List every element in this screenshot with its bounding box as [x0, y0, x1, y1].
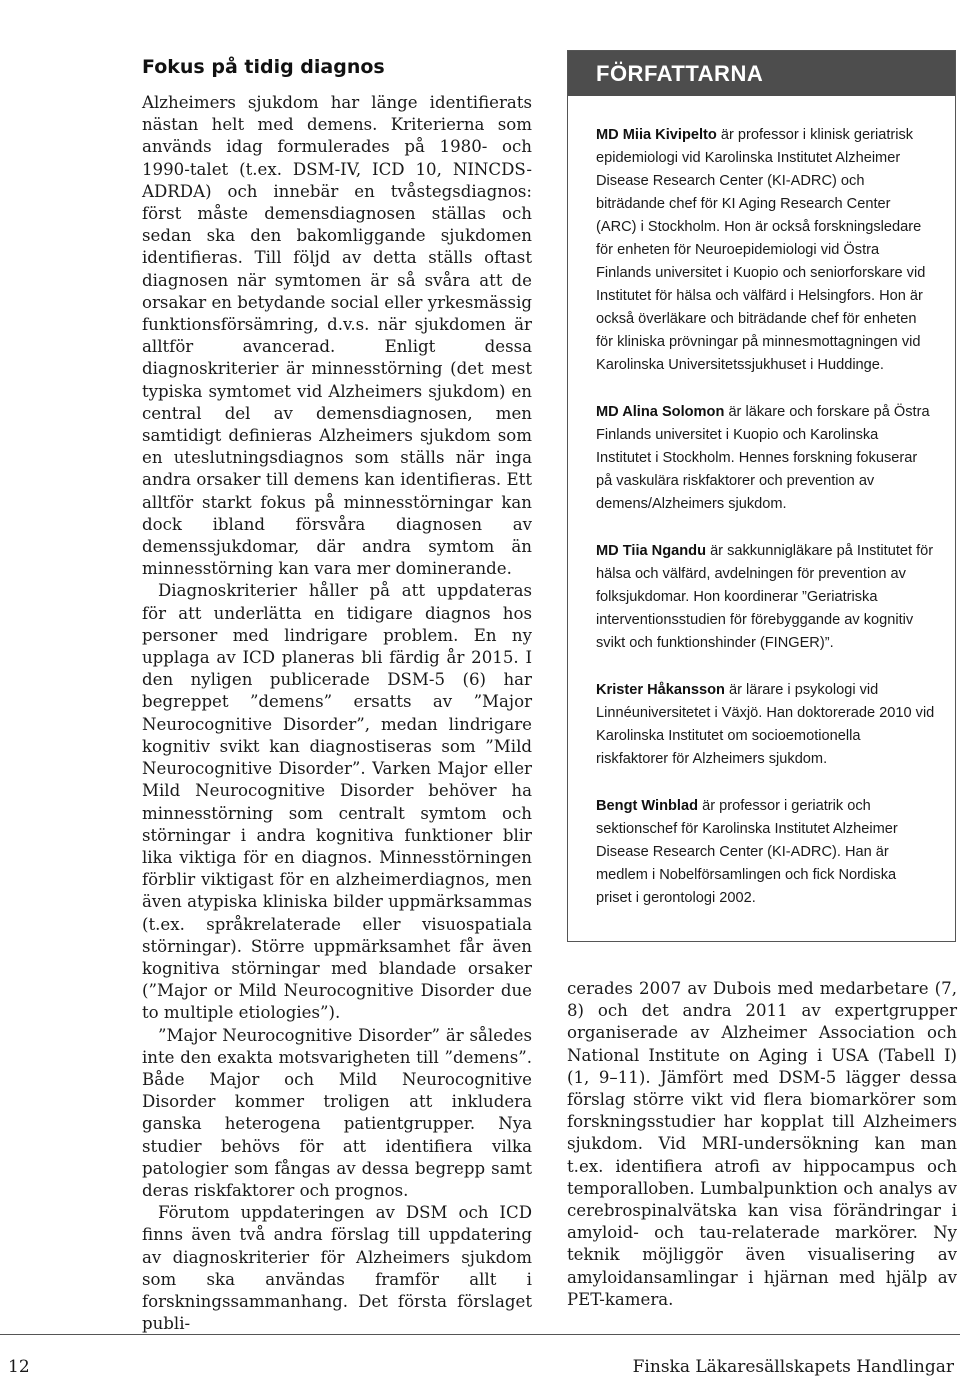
author-name: MD Alina Solomon: [596, 404, 725, 420]
author-name: MD Tiia Ngandu: [596, 543, 706, 559]
author-name: MD Miia Kivipelto: [596, 127, 717, 143]
article-heading: Fokus på tidig diagnos: [142, 56, 385, 78]
author-description: är professor i geriatrik och sektionschef för Karolinska Institutet Alzheimer Disease Research Center (KI-ADRC). Han är medlem i Nobelförsamlingen och fick Nordiska priset i gerontologi 2002.: [596, 798, 898, 906]
author-bios: [568, 96, 955, 910]
author-bio: [596, 795, 935, 910]
author-bio: [596, 124, 935, 377]
journal-name: Finska Läkaresällskapets Handlingar: [632, 1357, 954, 1377]
article-body-column: [142, 92, 532, 1335]
author-bio: [596, 401, 935, 516]
author-description: är lärare i psykologi vid Linnéuniversitetet i Växjö. Han doktorerade 2010 vid Karolinska Institutet om socioemotionella riskfaktorer för Alzheimers sjukdom.: [596, 682, 935, 767]
authors-box: [567, 50, 956, 942]
author-name: Bengt Winblad: [596, 798, 699, 814]
author-description: är sakkunnigläkare på Institutet för hälsa och välfärd, avdelningen för prevention av folksjukdomar. Hon koordinerar ”Geriatriska interventionsstudien för förebyggande av kognitiv svikt och funktionshinder (FINGER)”.: [596, 543, 934, 651]
author-name: Krister Håkansson: [596, 682, 725, 698]
authors-box-title: FÖRFATTARNA: [568, 51, 955, 96]
author-description: är professor i klinisk geriatrisk epidemiologi vid Karolinska Institutet Alzheimer Disease Research Center (KI-ADRC) och biträdande chef för KI Aging Research Center (ARC) i Stockholm. Hon är också forskningsledare för enheten för Neuroepidemiologi vid Östra Finlands universitet i Kuopio och seniorforskare vid Institutet för hälsa och välfärd i Helsingfors. Hon är också överläkare och biträdande chef för enheten för kliniska prövningar på minnesmottagningen vid Karolinska Universitetssjukhuset i Huddinge.: [596, 127, 926, 373]
author-bio: [596, 679, 935, 771]
body-paragraph: Diagnoskriterier håller på att uppdateras för att underlätta en tidigare diagnos hos personer med lindrigare problem. En ny upplaga av ICD planeras bli färdig år 2015. I den nyligen publicerade DSM-5 (6) har begreppet ”demens” ersatts av ”Major Neurocognitive Disorder”, medan lindrigare kognitiv svikt kan diagnostiseras som ”Mild Neurocognitive Disorder”. Varken Major eller Mild Neurocognitive Disorder behöver ha minnesstörning som centralt symtom och störningar i andra kognitiva funktioner blir lika viktiga för en diagnos. Minnesstörningen förblir viktigast för en alzheimerdiagnos, men även atypiska kliniska bilder uppmärksammas (t.ex. språkrelaterade eller visuospatiala störningar). Större uppmärksamhet får även kognitiva störningar med blandade orsaker (”Major or Mild Neurocognitive Disorder due to multiple etiologies”).: [142, 581, 532, 1023]
author-description: är läkare och forskare på Östra Finlands universitet i Kuopio och Karolinska Institutet i Stockholm. Hennes forskning fokuserar på vaskulära riskfaktorer och prevention av demens/Alzheimers sjukdom.: [596, 404, 930, 512]
page-number: 12: [8, 1357, 30, 1377]
body-paragraph: Förutom uppdateringen av DSM och ICD finns även två andra förslag till uppdatering av diagnoskriterier för Alzheimers sjukdom som ska användas framför allt i forskningssammanhang. Det första förslaget publi-: [142, 1203, 532, 1334]
body-paragraph: Alzheimers sjukdom har länge identifierats nästan helt med demens. Kriterierna som används idag formulerades på 1980- och 1990-talet (t.ex. DSM-IV, ICD 10, NINCDS-ADRDA) och innebär en tvåstegsdiagnos: först måste demensdiagnosen ställas och sedan ska den bakomliggande sjukdomen identifieras. Till följd av detta ställs oftast diagnosen när symtomen är så svåra att de orsakar en betydande social eller yrkesmässig funktionsförsämring, d.v.s. när sjukdomen är alltför avancerad. Enligt dessa diagnoskriterier är minnesstörning (det mest typiska symtomet vid Alzheimers sjukdom) en central del av demensdiagnosen, men samtidigt definieras Alzheimers sjukdom som en uteslutningsdiagnos som ställs när inga andra orsaker till demens kan identifieras. Ett alltför starkt fokus på minnesstörningar kan dock ibland försvåra diagnosen av demenssjukdomar, där andra symtom än minnesstörning kan vara mer dominerande.: [142, 93, 533, 579]
author-bio: [596, 540, 935, 655]
body-paragraph: ”Major Neurocognitive Disorder” är således inte den exakta motsvarigheten till ”demens”. Både Major och Mild Neurocognitive Disorder kommer troligen att inkludera ganska heterogena patientgrupper. Nya studier behövs för att identifiera vilka patologier som fångas av dessa begrepp samt deras riskfaktorer och prognos.: [142, 1025, 532, 1200]
footer-divider: [0, 1334, 960, 1335]
continuation-paragraph: cerades 2007 av Dubois med medarbetare (7, 8) och det andra 2011 av expertgrupper organiserade av Alzheimer Association och National Institute on Aging i USA (Tabell I) (1, 9–11). Jämfört med DSM-5 lägger dessa förslag större vikt vid flera biomarkörer som forskningsstudier har kopplat till Alzheimers sjukdom. Vid MRI-undersökning kan man t.ex. identifiera atrofi av hippocampus och temporalloben. Lumbalpunktion och analys av cerebrospinalvätska kan visa förändringar i amyloid- och tau-relaterade markörer. Ny teknik möjliggör även visualisering av amyloidansamlingar i hjärnan med hjälp av PET-kamera.: [567, 979, 957, 1309]
article-continuation-column: [567, 978, 957, 1311]
